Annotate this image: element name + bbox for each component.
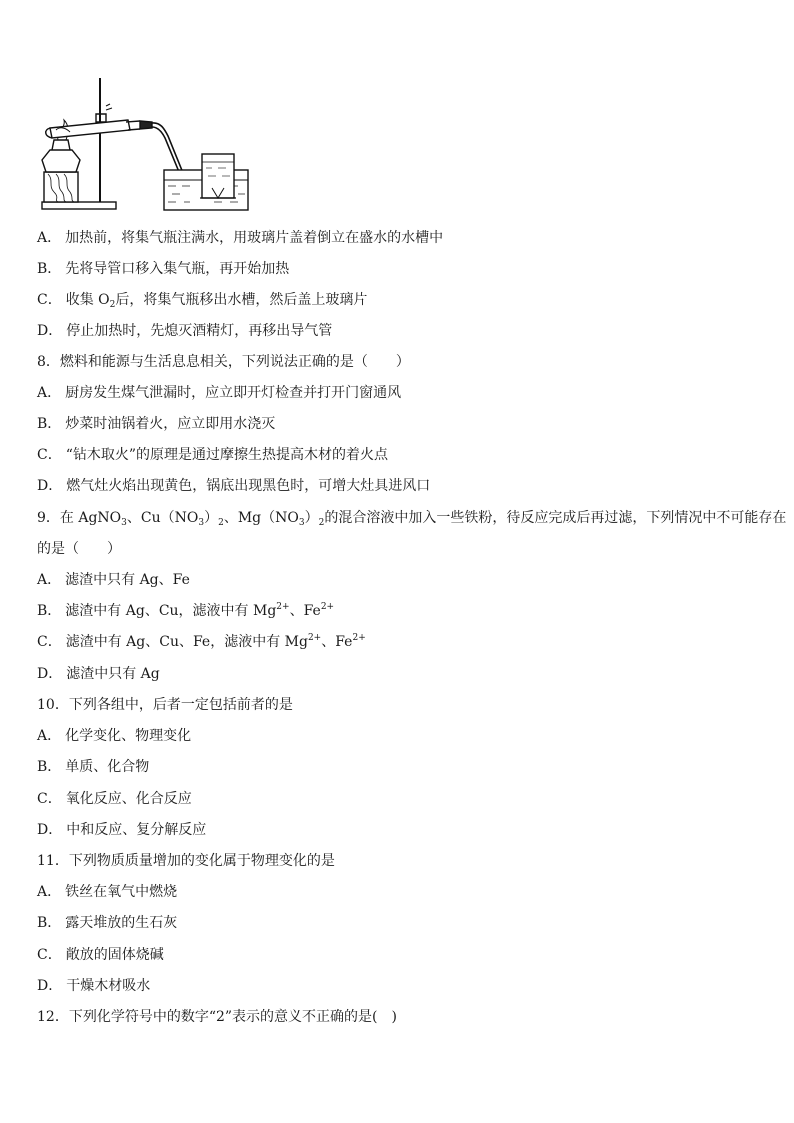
q8-option-b: B． 炒菜时油锅着火，应立即用水浇灭 <box>37 416 276 432</box>
q11-option-a: A． 铁丝在氧气中燃烧 <box>37 884 178 900</box>
q7-option-d: D． 停止加热时，先熄灭酒精灯，再移出导气管 <box>37 323 333 339</box>
q7-option-a: A． 加热前，将集气瓶注满水，用玻璃片盖着倒立在盛水的水槽中 <box>37 230 444 246</box>
q7-option-b: B． 先将导管口移入集气瓶，再开始加热 <box>37 261 290 277</box>
q9-option-a: A． 滤渣中只有 Ag、Fe <box>37 572 190 588</box>
q8-option-c: C． “钻木取火”的原理是通过摩擦生热提高木材的着火点 <box>37 447 389 463</box>
q11-option-b: B． 露天堆放的生石灰 <box>37 915 178 931</box>
q8-stem: 8．燃料和能源与生活息息相关，下列说法正确的是（ ） <box>37 354 410 370</box>
q11-option-c: C． 敞放的固体烧碱 <box>37 947 164 963</box>
q10-option-d: D． 中和反应、复分解反应 <box>37 822 207 838</box>
q8-option-d: D． 燃气灶火焰出现黄色，锅底出现黑色时，可增大灶具进风口 <box>37 478 431 494</box>
q9-option-c: C． 滤渣中有 Ag、Cu、Fe，滤液中有 $Mg^{2+}$、$Fe^{2+}$ <box>37 633 366 650</box>
q12-stem: 12．下列化学符号中的数字“2”表示的意义不正确的是( ) <box>37 1009 397 1025</box>
q10-option-b: B． 单质、化合物 <box>37 759 150 775</box>
q9-option-b: B． 滤渣中有 Ag、Cu，滤液中有 $Mg^{2+}$、$Fe^{2+}$ <box>37 602 335 619</box>
q7-option-c: C． 收集 $O_2$后，将集气瓶移出水槽，然后盖上玻璃片 <box>37 292 368 310</box>
q11-stem: 11．下列物质质量增加的变化属于物理变化的是 <box>37 853 335 869</box>
q9-stem: 9．在 AgNO$_3$、$Cu(NO_3)_2$、$Mg(NO_3)_2$的混合溶液中加入一些铁粉，待反应完成后再过滤，下列情况中不可能存在 <box>37 510 787 528</box>
q9-option-d: D． 滤渣中只有 Ag <box>37 666 160 682</box>
q9-stem-line2: 的是（ ） <box>37 541 121 557</box>
q10-option-c: C． 氧化反应、化合反应 <box>37 791 192 807</box>
q10-option-a: A． 化学变化、物理变化 <box>37 728 192 744</box>
q10-stem: 10．下列各组中，后者一定包括前者的是 <box>37 697 293 713</box>
lab-apparatus-icon <box>36 76 258 214</box>
q8-option-a: A． 厨房发生煤气泄漏时，应立即开灯检查并打开门窗通风 <box>37 385 402 401</box>
q11-option-d: D． 干燥木材吸水 <box>37 978 151 994</box>
